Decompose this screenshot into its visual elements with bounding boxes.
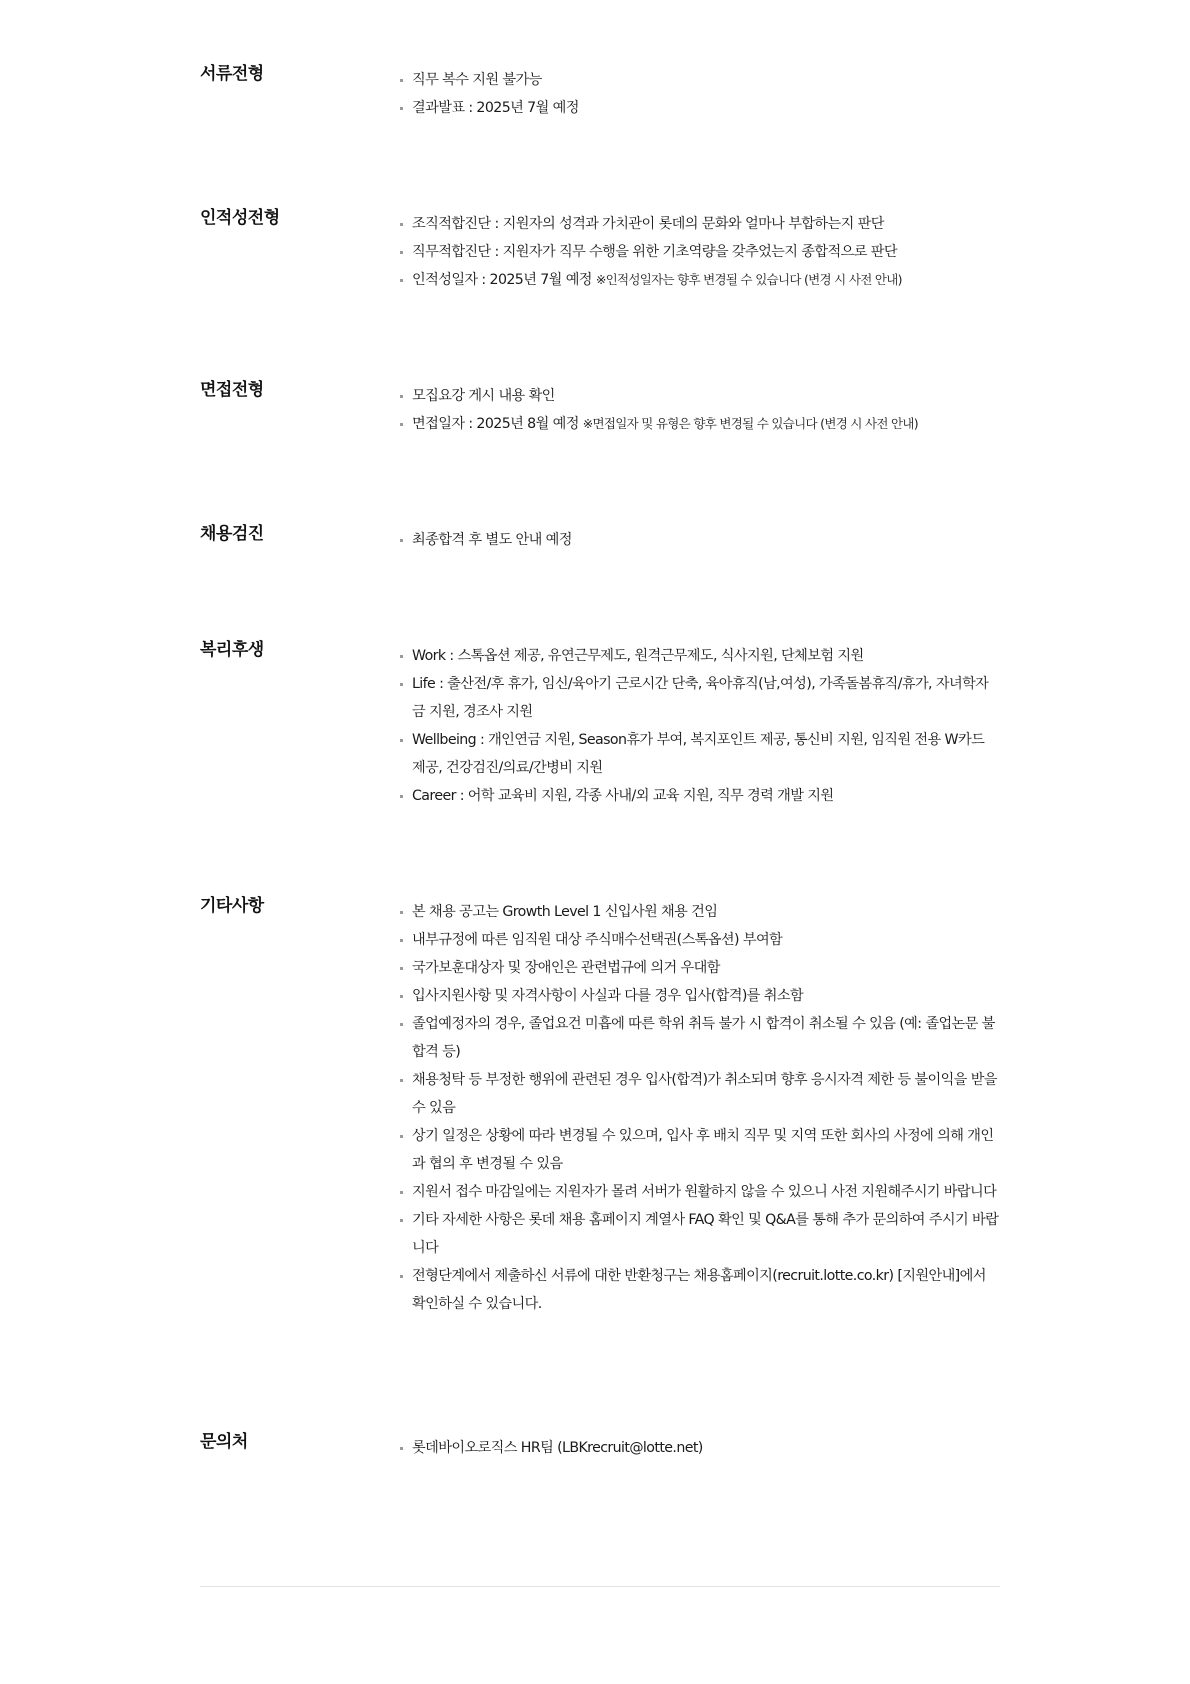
item-text: 상기 일정은 상황에 따라 변경될 수 있으며, 입사 후 배치 직무 및 지역 또한 회사의 사정에 의해 개인과 협의 후 변경될 수 있음 [412,1128,994,1172]
bullet-icon [400,995,403,998]
list-item [400,410,1000,438]
bullet-icon [400,1135,403,1138]
list-item [400,266,1000,294]
list-item [400,526,1000,554]
list-item [400,238,1000,266]
item-text: 롯데바이오로직스 HR팀 (LBKrecruit@lotte.net) [412,1440,703,1456]
bullet-icon [400,683,403,686]
bullet-icon [400,223,403,226]
list-item [400,382,1000,410]
item-text: 입사지원사항 및 자격사항이 사실과 다를 경우 입사(합격)를 취소함 [412,988,804,1004]
section-title: 복리후생 [200,640,264,660]
section-title: 인적성전형 [200,208,280,228]
item-text: Work : 스톡옵션 제공, 유연근무제도, 원격근무제도, 식사지원, 단체보험 지원 [412,648,864,664]
item-note: ※인적성일자는 향후 변경될 수 있습니다 (변경 시 사전 안내) [595,272,902,287]
list-item [400,642,1000,670]
list-item [400,210,1000,238]
bullet-icon [400,1219,403,1222]
section-title: 문의처 [200,1432,248,1452]
list-item [400,982,1000,1010]
list-item [400,954,1000,982]
section-title: 채용검진 [200,524,264,544]
item-list [400,66,1000,122]
divider [200,1586,1000,1587]
bullet-icon [400,939,403,942]
bullet-icon [400,911,403,914]
list-item [400,1066,1000,1122]
list-item [400,670,1000,726]
item-text: 채용청탁 등 부정한 행위에 관련된 경우 입사(합격)가 취소되며 향후 응시자격 제한 등 불이익을 받을 수 있음 [412,1072,997,1116]
bullet-icon [400,739,403,742]
bullet-icon [400,251,403,254]
bullet-icon [400,79,403,82]
bullet-icon [400,795,403,798]
list-item [400,1010,1000,1066]
list-item [400,66,1000,94]
item-list [400,382,1000,438]
list-item [400,926,1000,954]
bullet-icon [400,539,403,542]
item-text: 직무적합진단 : 지원자가 직무 수행을 위한 기초역량을 갖추었는지 종합적으로 판단 [412,244,897,260]
bullet-icon [400,1447,403,1450]
list-item [400,1206,1000,1262]
bullet-icon [400,107,403,110]
item-text: 내부규정에 따른 임직원 대상 주식매수선택권(스톡옵션) 부여함 [412,932,783,948]
item-text: 직무 복수 지원 불가능 [412,72,542,88]
bullet-icon [400,967,403,970]
bullet-icon [400,423,403,426]
item-list [400,642,1000,810]
item-text: Wellbeing : 개인연금 지원, Season휴가 부여, 복지포인트 제공, 통신비 지원, 임직원 전용 W카드 제공, 건강검진/의료/간병비 지원 [412,732,985,776]
list-item [400,726,1000,782]
bullet-icon [400,1023,403,1026]
list-item [400,94,1000,122]
section-title: 서류전형 [200,64,264,84]
item-text: 국가보훈대상자 및 장애인은 관련법규에 의거 우대함 [412,960,720,976]
section-title: 기타사항 [200,896,264,916]
item-text: 전형단계에서 제출하신 서류에 대한 반환청구는 채용홈페이지(recruit.lotte.co.kr) [지원안내]에서 확인하실 수 있습니다. [412,1268,986,1312]
bullet-icon [400,395,403,398]
list-item [400,782,1000,810]
list-item [400,898,1000,926]
item-list [400,210,1000,294]
item-text: Career : 어학 교육비 지원, 각종 사내/외 교육 지원, 직무 경력 개발 지원 [412,788,834,804]
item-list [400,526,1000,554]
list-item [400,1262,1000,1318]
bullet-icon [400,1079,403,1082]
item-text: 졸업예정자의 경우, 졸업요건 미흡에 따른 학위 취득 불가 시 합격이 취소될 수 있음 (예: 졸업논문 불합격 등) [412,1016,995,1060]
item-text: 인적성일자 : 2025년 7월 예정 [412,272,592,288]
section-title: 면접전형 [200,380,264,400]
list-item [400,1178,1000,1206]
list-item [400,1434,1000,1462]
item-text: 본 채용 공고는 Growth Level 1 신입사원 채용 건임 [412,904,718,920]
item-text: 모집요강 게시 내용 확인 [412,388,555,404]
item-text: 면접일자 : 2025년 8월 예정 [412,416,579,432]
item-text: Life : 출산전/후 휴가, 임신/육아기 근로시간 단축, 육아휴직(남,여성), 가족돌봄휴직/휴가, 자녀학자금 지원, 경조사 지원 [412,676,989,720]
item-text: 지원서 접수 마감일에는 지원자가 몰려 서버가 원활하지 않을 수 있으니 사전 지원해주시기 바랍니다 [412,1184,997,1200]
bullet-icon [400,1275,403,1278]
item-list [400,1434,1000,1462]
item-text: 결과발표 : 2025년 7월 예정 [412,100,579,116]
item-text: 기타 자세한 사항은 롯데 채용 홈페이지 계열사 FAQ 확인 및 Q&A를 통해 추가 문의하여 주시기 바랍니다 [412,1212,999,1256]
item-text: 조직적합진단 : 지원자의 성격과 가치관이 롯데의 문화와 얼마나 부합하는지 판단 [412,216,884,232]
bullet-icon [400,279,403,282]
item-text: 최종합격 후 별도 안내 예정 [412,532,572,548]
item-note: ※면접일자 및 유형은 향후 변경될 수 있습니다 (변경 시 사전 안내) [582,416,918,431]
bullet-icon [400,1191,403,1194]
item-list [400,898,1000,1318]
list-item [400,1122,1000,1178]
bullet-icon [400,655,403,658]
